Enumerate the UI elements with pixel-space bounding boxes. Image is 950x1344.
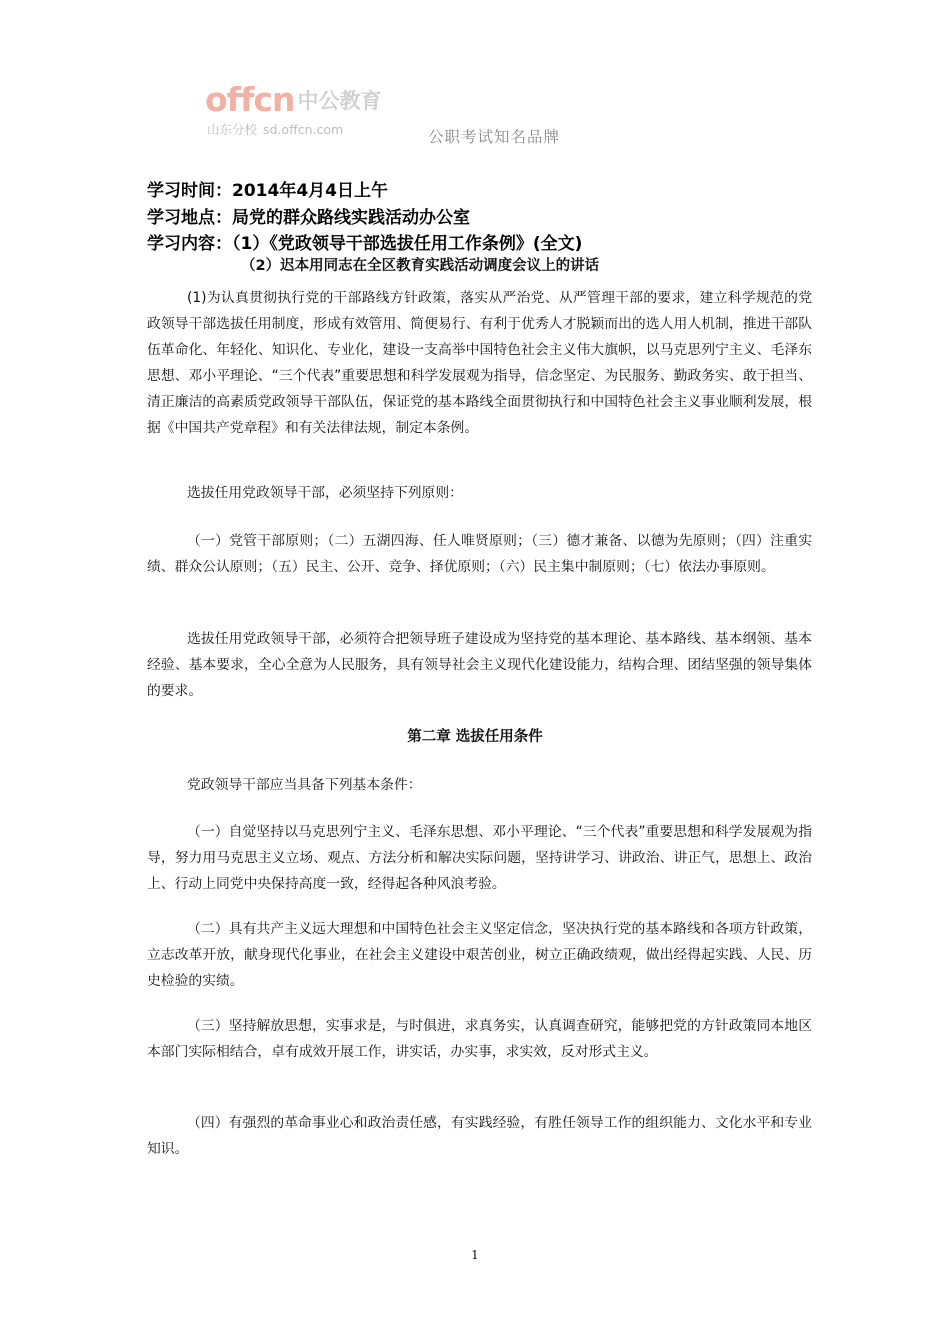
logo-offcn-text: offcn: [205, 80, 295, 119]
offcn-logo: [205, 82, 405, 142]
study-content-item-2: （2）迟本用同志在全区教育实践活动调度会议上的讲话: [241, 258, 600, 274]
paragraph-4: 选拔任用党政领导干部，必须符合把领导班子建设成为坚持党的基本理论、基本路线、基本纲领、基本经验、基本要求，全心全意为人民服务，具有领导社会主义现代化建设能力，结构合理、团结坚强的领导集体的要求。: [147, 631, 812, 699]
paragraph-condition-4: （四）有强烈的革命事业心和政治责任感，有实践经验，有胜任领导工作的组织能力、文化水平和专业知识。: [147, 1115, 812, 1157]
paragraph-conditions-intro: 党政领导干部应当具备下列基本条件：: [187, 777, 422, 793]
paragraph-principles: （一）党管干部原则；（二）五湖四海、任人唯贤原则；（三）德才兼备、以德为先原则；（四）注重实绩、群众公认原则；（五）民主、公开、竞争、择优原则；（六）民主集中制原则；（七）依法办事原则。: [147, 533, 812, 575]
logo-wordmark: [205, 82, 381, 124]
paragraph-2: 选拔任用党政领导干部，必须坚持下列原则：: [187, 485, 463, 501]
chapter-heading: 第二章 选拔任用条件: [407, 729, 543, 745]
paragraph-1: (1)为认真贯彻执行党的干部路线方针政策，落实从严治党、从严管理干部的要求，建立科学规范的党政领导干部选拔任用制度，形成有效管用、简便易行、有利于优秀人才脱颖而出的选人用人机制，推进干部队伍革命化、年轻化、知识化、专业化，建设一支高举中国特色社会主义伟大旗帜，以马克思列宁主义、毛泽东思想、邓小平理论、“三个代表”重要思想和科学发展观为指导，信念坚定、为民服务、勤政务实、敢于担当、清正廉洁的高素质党政领导干部队伍，保证党的基本路线全面贯彻执行和中国特色社会主义事业顺利发展，根据《中国共产党章程》和有关法律法规，制定本条例。: [147, 290, 812, 436]
header-tagline: 公职考试知名品牌: [428, 128, 561, 146]
page-number: 1: [471, 1248, 479, 1262]
paragraph-condition-3: （三）坚持解放思想，实事求是，与时俱进，求真务实，认真调查研究，能够把党的方针政策同本地区本部门实际相结合，卓有成效开展工作，讲实话，办实事，求实效，反对形式主义。: [147, 1018, 812, 1060]
logo-branch: 山东分校: [207, 122, 258, 137]
logo-domain: sd.offcn.com: [263, 122, 344, 137]
study-content: 学习内容：（1）《党政领导干部选拔任用工作条例》(全文): [147, 234, 583, 254]
logo-subline: [207, 120, 343, 138]
study-place: 学习地点：局党的群众路线实践活动办公室: [147, 208, 470, 228]
paragraph-condition-1: （一）自觉坚持以马克思列宁主义、毛泽东思想、邓小平理论、“三个代表”重要思想和科学发展观为指导，努力用马克思主义立场、观点、方法分析和解决实际问题，坚持讲学习、讲政治、讲正气，思想上、政治上、行动上同党中央保持高度一致，经得起各种风浪考验。: [147, 824, 812, 892]
study-time: 学习时间：2014年4月4日上午: [147, 181, 388, 201]
paragraph-condition-2: （二）具有共产主义远大理想和中国特色社会主义坚定信念，坚决执行党的基本路线和各项方针政策，立志改革开放，献身现代化事业，在社会主义建设中艰苦创业，树立正确政绩观，做出经得起实践、人民、历史检验的实绩。: [147, 921, 812, 989]
logo-cn-text: 中公教育: [297, 89, 382, 113]
